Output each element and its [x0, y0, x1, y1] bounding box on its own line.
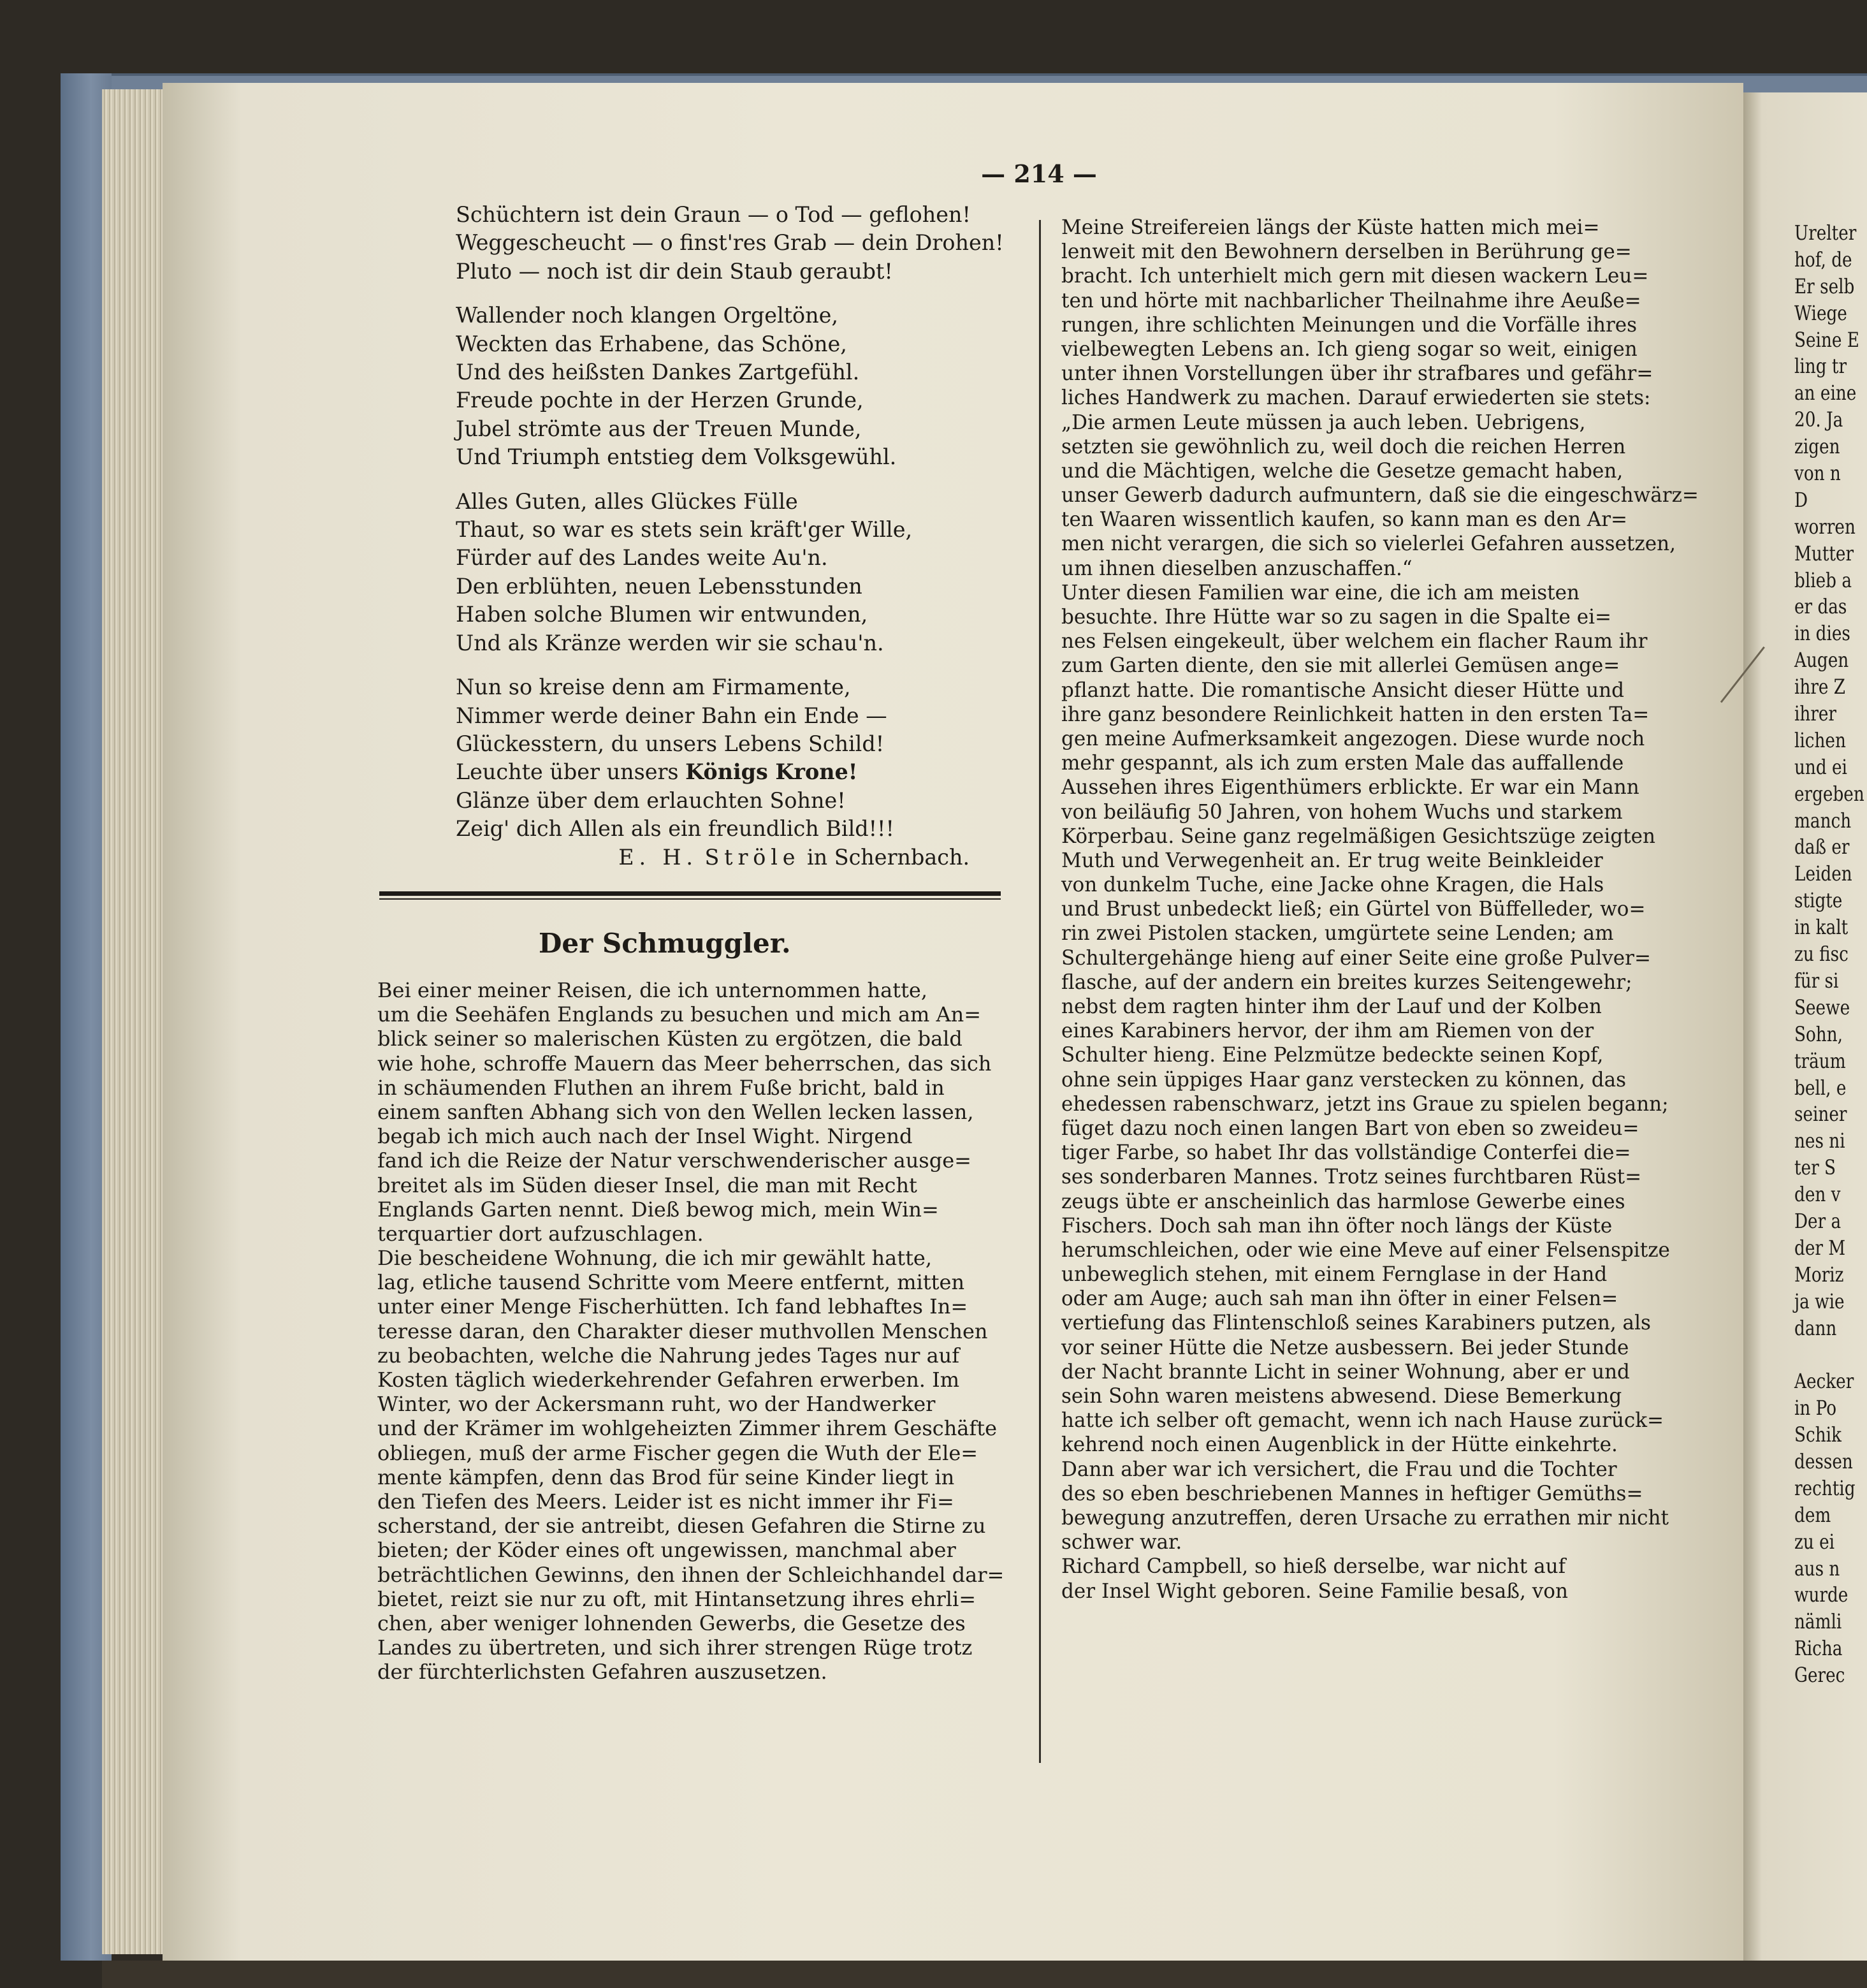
- text-line: in schäumenden Fluthen an ihrem Fuße bricht, bald in: [377, 1075, 945, 1100]
- text-line: Aussehen ihres Eigenthümers erblickte. Er war ein Mann: [1061, 775, 1639, 800]
- text-line: unbeweglich stehen, mit einem Fernglase in der Hand: [1061, 1262, 1608, 1287]
- text-line: Meine Streifereien längs der Küste hatten mich mei=: [1061, 215, 1600, 239]
- poem-line: [456, 758, 1004, 786]
- text-line: nes Felsen eingekeult, über welchem ein flacher Raum ihr: [1061, 629, 1648, 654]
- text-line: vor seiner Hütte die Netze ausbessern. Bei jeder Stunde: [1061, 1334, 1629, 1359]
- text-line: lenweit mit den Bewohnern derselben in Berührung ge=: [1061, 239, 1632, 264]
- text-line: scherstand, der sie antreibt, diesen Gefahren die Stirne zu: [377, 1514, 986, 1539]
- poem-stanza: [456, 201, 1004, 286]
- text-line: teresse daran, den Charakter dieser muthvollen Menschen: [377, 1319, 988, 1343]
- text-line: ihrer: [1794, 701, 1836, 726]
- text-line: herumschleichen, oder wie eine Meve auf einer Felsenspitze: [1061, 1237, 1670, 1262]
- text-line: sein Sohn waren meistens abwesend. Diese Bemerkung: [1061, 1384, 1622, 1408]
- poem-line: Thaut, so war es stets sein kräft'ger Wille,: [456, 517, 913, 543]
- text-line: zu beobachten, welche die Nahrung jedes Tages nur auf: [377, 1343, 960, 1368]
- text-line: besuchte. Ihre Hütte war so zu sagen in die Spalte ei=: [1061, 604, 1612, 629]
- text-line: unter ihnen Vorstellungen über ihr strafbares und gefähr=: [1061, 361, 1653, 386]
- poem-line: Zeig' dich Allen als ein freundlich Bild!!!: [456, 816, 894, 842]
- poem-line: Nimmer werde deiner Bahn ein Ende —: [456, 703, 887, 729]
- text-line: und der Krämer im wohlgeheizten Zimmer ihrem Geschäfte: [377, 1416, 998, 1441]
- text-line: des so eben beschriebenen Mannes in heftiger Gemüths=: [1061, 1480, 1643, 1505]
- text-line: von n: [1794, 461, 1841, 486]
- text-line: für si: [1794, 968, 1839, 993]
- text-line: er das: [1794, 594, 1847, 619]
- text-line: Landes zu übertreten, und sich ihrer strengen Rüge trotz: [377, 1635, 973, 1660]
- text-line: Dann aber war ich versichert, die Frau und die Tochter: [1061, 1456, 1617, 1481]
- text-line: ihre Z: [1794, 675, 1846, 699]
- poem-line: Weckten das Erhabene, das Schöne,: [456, 331, 847, 357]
- text-line: zu ei: [1794, 1529, 1835, 1554]
- text-line: liches Handwerk zu machen. Darauf erwiederten sie stets:: [1061, 385, 1651, 410]
- text-line: tiger Farbe, so habet Ihr das vollständige Conterfei die=: [1061, 1140, 1631, 1165]
- text-line: Seine E: [1794, 327, 1859, 352]
- text-line: in dies: [1794, 621, 1850, 646]
- poem-line: Nun so kreise denn am Firmamente,: [456, 675, 851, 701]
- book-bottom-edge: [102, 1961, 1867, 1988]
- text-line: zum Garten diente, den sie mit allerlei Gemüsen ange=: [1061, 653, 1620, 678]
- text-line: Seewe: [1794, 995, 1850, 1020]
- text-line: manch: [1794, 808, 1852, 833]
- text-line: bieten; der Köder eines oft ungewissen, manchmal aber: [377, 1538, 956, 1563]
- text-line: Moriz: [1794, 1262, 1844, 1287]
- text-line: eines Karabiners hervor, der ihm am Riemen von der: [1061, 1018, 1594, 1043]
- text-line: Aecker: [1794, 1369, 1854, 1394]
- text-line: ihre ganz besondere Reinlichkeit hatten in den ersten Ta=: [1061, 701, 1650, 726]
- text-line: und die Mächtigen, welche die Gesetze gemacht haben,: [1061, 458, 1624, 483]
- signature-name: Ströle: [704, 844, 801, 870]
- article-title: Der Schmuggler.: [539, 928, 791, 959]
- text-line: dann: [1794, 1315, 1837, 1340]
- text-line: [1794, 1341, 1864, 1368]
- poem-line: Den erblühten, neuen Lebensstunden: [456, 573, 862, 599]
- text-line: nämli: [1794, 1609, 1842, 1634]
- text-line: Er selb: [1794, 274, 1855, 298]
- text-line: an eine: [1794, 381, 1857, 406]
- signature-place: in Schernbach.: [806, 844, 970, 870]
- text-line: Kosten täglich wiederkehrender Gefahren erwerben. Im: [377, 1368, 960, 1392]
- text-line: chen, aber weniger lohnenden Gewerbs, die Gesetze des: [377, 1611, 966, 1635]
- text-line: fand ich die Reize der Natur verschwenderischer ausge=: [377, 1148, 971, 1173]
- text-line: stigte: [1794, 888, 1843, 913]
- right-column: [1061, 215, 1699, 1603]
- text-line: der Nacht brannte Licht in seiner Wohnung, aber er und: [1061, 1359, 1630, 1384]
- text-line: flasche, auf der andern ein breites kurzes Seitengewehr;: [1061, 969, 1632, 994]
- text-line: setzten sie gewöhnlich zu, weil doch die reichen Herren: [1061, 434, 1626, 458]
- text-line: der M: [1794, 1235, 1846, 1260]
- text-line: Augen: [1794, 648, 1849, 673]
- text-line: zeugs übte er anscheinlich das harmlose Gewerbe eines: [1061, 1188, 1625, 1213]
- poem-line: Und des heißsten Dankes Zartgefühl.: [456, 360, 860, 386]
- text-line: hof, de: [1794, 247, 1852, 272]
- page-number: — 214 —: [981, 159, 1097, 188]
- text-line: Wiege: [1794, 300, 1847, 325]
- section-divider-thick: [379, 891, 1001, 896]
- text-line: Körperbau. Seine ganz regelmäßigen Gesichtszüge zeigten: [1061, 823, 1656, 848]
- text-line: Schik: [1794, 1422, 1842, 1447]
- text-line: seiner: [1794, 1102, 1847, 1127]
- poem-line-text: Leuchte über unsers: [456, 759, 686, 786]
- section-divider-thin: [379, 898, 1001, 900]
- text-line: Mutter: [1794, 541, 1854, 566]
- text-line: Die bescheidene Wohnung, die ich mir gewählt hatte,: [377, 1246, 933, 1271]
- text-line: mehr gespannt, als ich zum ersten Male das auffallende: [1061, 750, 1624, 775]
- text-line: von beiläufig 50 Jahren, von hohem Wuchs und starkem: [1061, 799, 1623, 824]
- poem-line: Glänze über dem erlauchten Sohne!: [456, 787, 846, 814]
- text-line: ja wie: [1794, 1289, 1845, 1313]
- text-line: aus n: [1794, 1556, 1840, 1581]
- text-line: der fürchterlichsten Gefahren auszusetzen.: [377, 1660, 827, 1685]
- text-line: blick seiner so malerischen Küsten zu ergötzen, die bald: [377, 1027, 963, 1051]
- text-line: nebst dem ragten hinter ihm der Lauf und der Kolben: [1061, 994, 1602, 1018]
- text-line: breitet als im Süden dieser Insel, die man mit Recht: [377, 1173, 917, 1197]
- poem-stanza: [456, 488, 1004, 657]
- text-line: und Brust unbedeckt ließ; ein Gürtel von Büffelleder, wo=: [1061, 896, 1646, 921]
- text-line: mente kämpfen, denn das Brod für seine Kinder liegt in: [377, 1465, 955, 1489]
- text-line: wurde: [1794, 1582, 1849, 1607]
- poem-line: Freude pochte in der Herzen Grunde,: [456, 388, 864, 414]
- text-line: nes ni: [1794, 1129, 1845, 1153]
- text-line: den v: [1794, 1182, 1841, 1207]
- text-line: den Tiefen des Meers. Leider ist es nicht immer ihr Fi=: [377, 1489, 954, 1514]
- poem-line: Glückesstern, du unsers Lebens Schild!: [456, 731, 885, 757]
- poem-signature: [618, 844, 1003, 872]
- text-line: Schulter hieng. Eine Pelzmütze bedeckte seinen Kopf,: [1061, 1042, 1604, 1067]
- text-line: bell, e: [1794, 1075, 1847, 1100]
- text-line: um die Seehäfen Englands zu besuchen und mich am An=: [377, 1002, 982, 1027]
- text-line: unter einer Menge Fischerhütten. Ich fand lebhaftes In=: [377, 1294, 968, 1319]
- poem-line: Haben solche Blumen wir entwunden,: [456, 602, 868, 628]
- poem-line: Jubel strömte aus der Treuen Munde,: [456, 416, 862, 442]
- poem-line: Und als Kränze werden wir sie schau'n.: [456, 630, 884, 656]
- poem-line: Pluto — noch ist dir dein Staub geraubt!: [456, 258, 893, 284]
- poem-line: Und Triumph entstieg dem Volksgewühl.: [456, 444, 897, 471]
- text-line: terquartier dort aufzuschlagen.: [377, 1221, 704, 1246]
- text-line: gen meine Aufmerksamkeit angezogen. Diese wurde noch: [1061, 726, 1645, 750]
- text-line: 20. Ja: [1794, 407, 1843, 432]
- text-line: daß er: [1794, 835, 1850, 859]
- text-line: dessen: [1794, 1449, 1853, 1473]
- text-line: von dunkelm Tuche, eine Jacke ohne Kragen, die Hals: [1061, 872, 1604, 897]
- text-line: Schultergehänge hieng auf einer Seite eine große Pulver=: [1061, 945, 1651, 970]
- text-line: begab ich mich auch nach der Insel Wight. Nirgend: [377, 1124, 913, 1149]
- text-line: zigen: [1794, 434, 1840, 459]
- text-line: Englands Garten nennt. Dieß bewog mich, mein Win=: [377, 1197, 939, 1222]
- text-line: hatte ich selber oft gemacht, wenn ich nach Hause zurück=: [1061, 1408, 1664, 1433]
- left-column: [377, 978, 1004, 1684]
- next-page-column: [1794, 220, 1864, 1689]
- text-line: men nicht verargen, die sich so vielerlei Gefahren aussetzen,: [1061, 531, 1676, 556]
- text-line: ten Waaren wissentlich kaufen, so kann man es den Ar=: [1061, 507, 1628, 532]
- column-divider: [1039, 220, 1041, 1763]
- text-line: dem: [1794, 1502, 1831, 1527]
- page-edges: [102, 89, 164, 1954]
- text-line: und ei: [1794, 754, 1847, 779]
- poem-final-stanza: [456, 673, 1004, 872]
- text-line: Muth und Verwegenheit an. Er trug weite Beinkleider: [1061, 847, 1603, 872]
- text-line: rin zwei Pistolen stacken, umgürtete seine Lenden; am: [1061, 921, 1614, 946]
- poem-line: Fürder auf des Landes weite Au'n.: [456, 545, 828, 571]
- text-line: Winter, wo der Ackersmann ruht, wo der Handwerker: [377, 1392, 936, 1417]
- text-line: in Po: [1794, 1396, 1837, 1421]
- text-line: Sohn,: [1794, 1021, 1843, 1046]
- text-line: ten und hörte mit nachbarlicher Theilnahme ihre Aeuße=: [1061, 288, 1641, 312]
- text-line: träum: [1794, 1048, 1846, 1073]
- text-line: ergeben: [1794, 781, 1864, 806]
- text-line: füget dazu noch einen langen Bart von eben so zweideu=: [1061, 1115, 1639, 1140]
- text-line: rechtig: [1794, 1475, 1856, 1500]
- text-line: rungen, ihre schlichten Meinungen und die Vorfälle ihres: [1061, 312, 1638, 337]
- text-line: vielbewegten Lebens an. Ich gieng sogar so weit, einigen: [1061, 336, 1638, 361]
- text-line: ses sonderbaren Mannes. Trotz seines furchtbaren Rüst=: [1061, 1164, 1642, 1189]
- text-line: Richa: [1794, 1636, 1843, 1661]
- text-line: Leiden: [1794, 861, 1852, 886]
- text-line: bietet, reizt sie nur zu oft, mit Hintansetzung ihres ehrli=: [377, 1586, 977, 1611]
- text-line: der Insel Wight geboren. Seine Familie besaß, von: [1061, 1578, 1568, 1603]
- text-line: kehrend noch einen Augenblick in der Hütte einkehrte.: [1061, 1432, 1618, 1457]
- poem-line: Weggescheucht — o finst'res Grab — dein Drohen!: [456, 230, 1004, 256]
- text-line: ter S: [1794, 1155, 1836, 1180]
- text-line: obliegen, muß der arme Fischer gegen die Wuth der Ele=: [377, 1440, 978, 1465]
- poem-emphasis: Königs Krone!: [685, 759, 858, 786]
- text-line: blieb a: [1794, 567, 1852, 592]
- text-line: einem sanften Abhang sich von den Wellen lecken lassen,: [377, 1099, 974, 1124]
- poem-line: Alles Guten, alles Glückes Fülle: [456, 488, 798, 515]
- poem-line: Schüchtern ist dein Graun — o Tod — geflohen!: [456, 202, 971, 228]
- text-line: Fischers. Doch sah man ihn öfter noch längs der Küste: [1061, 1213, 1613, 1238]
- text-line: Urelter: [1794, 221, 1857, 245]
- poem: [456, 201, 1004, 888]
- text-line: in kalt: [1794, 915, 1849, 940]
- text-line: ohne sein üppiges Haar ganz verstecken zu können, das: [1061, 1067, 1627, 1092]
- text-line: unser Gewerb dadurch aufmuntern, daß sie die eingeschwärz=: [1061, 483, 1699, 508]
- text-line: Richard Campbell, so hieß derselbe, war nicht auf: [1061, 1554, 1566, 1579]
- text-line: zu fisc: [1794, 942, 1849, 967]
- text-line: ehedessen rabenschwarz, jetzt ins Graue zu spielen begann;: [1061, 1091, 1669, 1116]
- text-line: beträchtlichen Gewinns, den ihnen der Schleichhandel dar=: [377, 1562, 1005, 1587]
- text-line: oder am Auge; auch sah man ihn öfter in einer Felsen=: [1061, 1286, 1618, 1311]
- text-line: bewegung anzutreffen, deren Ursache zu errathen mir nicht: [1061, 1505, 1669, 1530]
- text-line: „Die armen Leute müssen ja auch leben. Uebrigens,: [1061, 409, 1586, 434]
- text-line: lag, etliche tausend Schritte vom Meere entfernt, mitten: [377, 1270, 965, 1295]
- text-line: Unter diesen Familien war eine, die ich am meisten: [1061, 580, 1580, 604]
- text-line: pflanzt hatte. Die romantische Ansicht dieser Hütte und: [1061, 677, 1624, 702]
- text-line: um ihnen dieselben anzuschaffen.“: [1061, 555, 1413, 580]
- text-line: Der a: [1794, 1208, 1842, 1233]
- text-line: bracht. Ich unterhielt mich gern mit diesen wackern Leu=: [1061, 263, 1649, 288]
- poem-stanza: [456, 302, 1004, 471]
- poem-line: Wallender noch klangen Orgeltöne,: [456, 303, 839, 329]
- text-line: worren: [1794, 514, 1856, 539]
- text-line: wie hohe, schroffe Mauern das Meer beherrschen, das sich: [377, 1051, 992, 1076]
- text-line: Bei einer meiner Reisen, die ich unternommen hatte,: [377, 978, 928, 1002]
- text-line: vertiefung das Flintenschloß seines Karabiners putzen, als: [1061, 1310, 1651, 1335]
- text-line: lichen: [1794, 727, 1846, 752]
- text-line: ling tr: [1794, 354, 1847, 379]
- signature-initials: E. H.: [618, 844, 698, 870]
- text-line: Gerec: [1794, 1663, 1845, 1688]
- text-line: D: [1794, 487, 1808, 512]
- text-line: schwer war.: [1061, 1530, 1182, 1554]
